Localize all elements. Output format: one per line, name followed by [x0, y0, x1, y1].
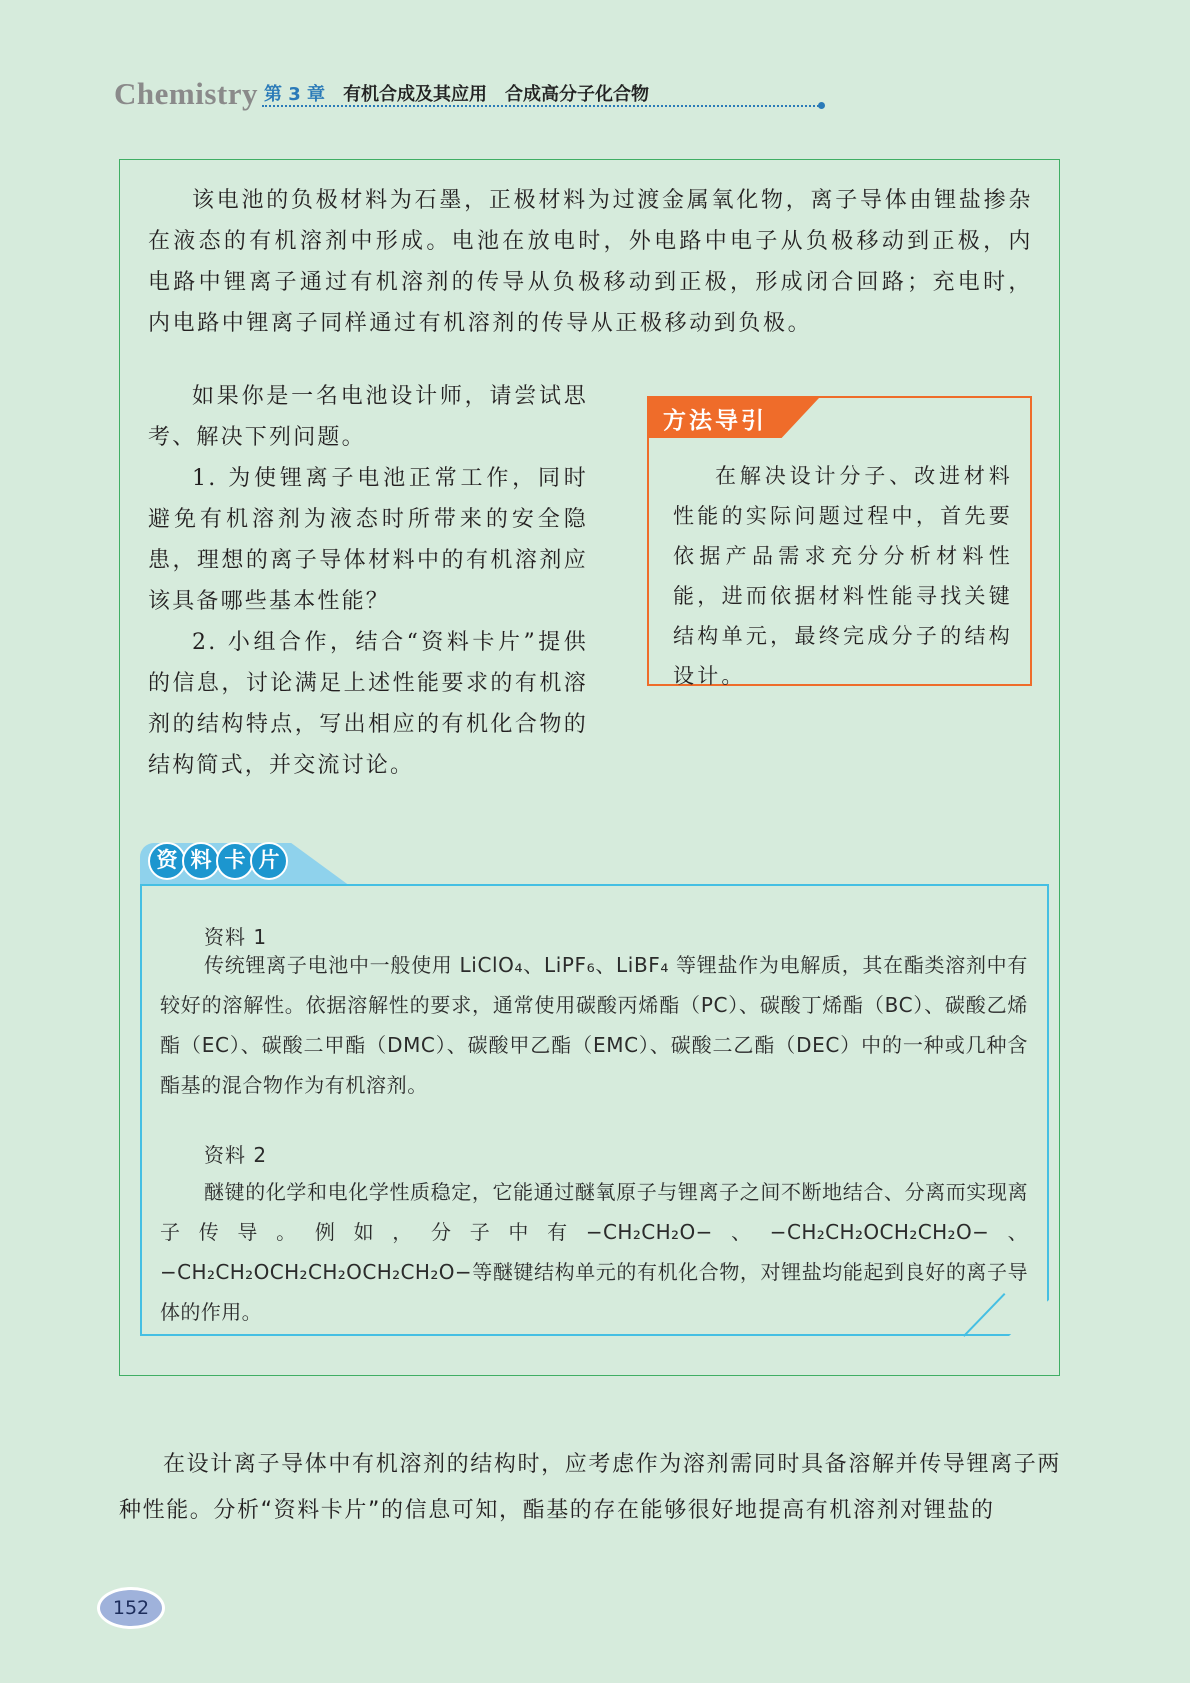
resource-1-label: 资料 1 — [204, 925, 268, 949]
question-1: 1. 为使锂离子电池正常工作，同时避免有机溶剂为液态时所带来的安全隐患，理想的离子导体材料中的有机溶剂应该具备哪些基本性能？ — [148, 466, 588, 614]
page-number: 152 — [100, 1590, 162, 1626]
intro-paragraph: 该电池的负极材料为石墨，正极材料为过渡金属氧化物，离子导体由锂盐掺杂在液态的有机溶剂中形成。电池在放电时，外电路中电子从负极移动到正极，内电路中锂离子通过有机溶剂的传导从负极移动到正极，形成闭合回路；充电时，内电路中锂离子同样通过有机溶剂的传导从正极移动到负极。 — [148, 188, 1033, 336]
body-paragraph: 在设计离子导体中有机溶剂的结构时，应考虑作为溶剂需同时具备溶解并传导锂离子两种性能。分析“资料卡片”的信息可知，酯基的存在能够很好地提高有机溶剂对锂盐的 — [119, 1452, 1061, 1523]
header-rule-dot — [818, 102, 825, 109]
question-column — [148, 376, 588, 786]
question-lead: 如果你是一名电池设计师，请尝试思考、解决下列问题。 — [148, 384, 588, 450]
chapter-title: 有机合成及其应用 合成高分子化合物 — [343, 84, 650, 105]
method-guide-title: 方法导引 — [663, 408, 767, 434]
question-2: 2. 小组合作，结合“资料卡片”提供的信息，讨论满足上述性能要求的有机溶剂的结构特点，写出相应的有机化合物的结构简式，并交流讨论。 — [148, 630, 588, 778]
brand-title: Chemistry — [114, 76, 258, 111]
resource-card-title-char: 卡 — [216, 842, 254, 880]
chapter-heading — [264, 80, 649, 106]
resource-card-title-char: 资 — [148, 842, 186, 880]
chapter-number: 第 3 章 — [264, 84, 326, 105]
method-guide-box — [647, 396, 1032, 686]
resource-2-text: 醚键的化学和电化学性质稳定，它能通过醚氧原子与锂离子之间不断地结合、分离而实现离子传导。例如，分子中有−CH₂CH₂O−、−CH₂CH₂OCH₂CH₂O−、−CH₂CH₂OCH₂CH₂OCH₂CH₂O−等醚键结构单元的有机化合物，对锂盐均能起到良好的离子导体的作用。 — [160, 1180, 1028, 1324]
resource-card-title-char: 料 — [182, 842, 220, 880]
resource-1-text: 传统锂离子电池中一般使用 LiClO₄、LiPF₆、LiBF₄ 等锂盐作为电解质，其在酯类溶剂中有较好的溶解性。依据溶解性的要求，通常使用碳酸丙烯酯（PC）、碳酸丁烯酯（BC）、碳酸乙烯酯（EC）、碳酸二甲酯（DMC）、碳酸甲乙酯（EMC）、碳酸二乙酯（DEC）中的一种或几种含酯基的混合物作为有机溶剂。 — [160, 953, 1028, 1097]
resource-2-label: 资料 2 — [204, 1143, 268, 1167]
method-guide-text: 在解决设计分子、改进材料性能的实际问题过程中，首先要依据产品需求充分分析材料性能，进而依据材料性能寻找关键结构单元，最终完成分子的结构设计。 — [673, 464, 1013, 688]
resource-card-title-char: 片 — [250, 842, 288, 880]
header-dotted-rule — [262, 105, 822, 107]
